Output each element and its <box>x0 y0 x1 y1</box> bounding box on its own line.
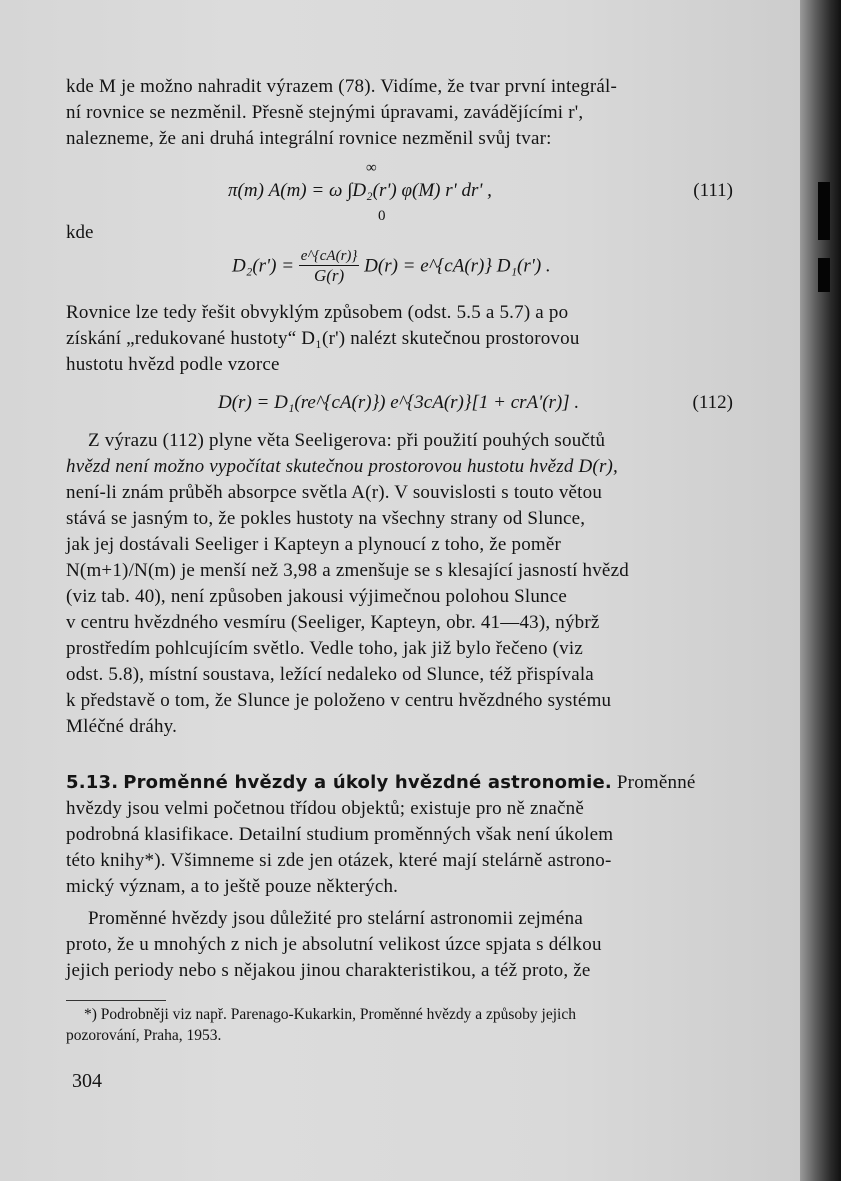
text-line: Z výrazu (112) plyne věta Seeligerova: při použití pouhých součtů <box>88 430 606 451</box>
kde-label: kde <box>66 222 94 243</box>
text-line: hvězdy jsou velmi početnou třídou objektů; existuje pro ně značně <box>66 798 584 819</box>
paragraph-5 <box>66 906 736 984</box>
fraction-numerator: e^{cA(r)} <box>300 248 358 264</box>
text-line: stává se jasným to, že pokles hustoty na všechny strany od Slunce, <box>66 508 586 529</box>
footnote <box>66 1004 736 1046</box>
footnote-line: *) Podrobněji viz např. Parenago-Kukarkin, Proměnné hvězdy a způsoby jejich <box>84 1006 576 1023</box>
text-line: této knihy*). Všimneme si zde jen otázek, které mají stelárně astrono- <box>66 850 612 871</box>
text-line: N(m+1)/N(m) je menší než 3,98 a zmenšuje se s klesající jasností hvězd <box>66 560 629 581</box>
section-number: 5.13. <box>66 772 119 793</box>
text-line: prostředím pohlcujícím světlo. Vedle toho, jak již bylo řečeno (viz <box>66 638 583 659</box>
text-line: podrobná klasifikace. Detailní studium proměnných však není úkolem <box>66 824 614 845</box>
equation-112: D(r) = D₁(re^{cA(r)}) e^{3cA(r)}[1 + crA'(r)] . <box>218 392 580 413</box>
text-line: nalezneme, že ani druhá integrální rovnice nezměnil svůj tvar: <box>66 128 552 149</box>
fraction-denominator: G(r) <box>313 266 345 285</box>
text-line: Mléčné dráhy. <box>66 716 178 737</box>
section-heading-line <box>66 770 736 796</box>
equation-d2 <box>232 248 551 286</box>
text-line: Rovnice lze tedy řešit obvyklým způsobem (odst. 5.5 a 5.7) a po <box>66 302 569 323</box>
paragraph-2 <box>66 300 736 378</box>
section-5-13 <box>66 770 736 900</box>
text-line: hustotu hvězd podle vzorce <box>66 354 280 375</box>
integral-upper-limit: ∞ <box>366 160 377 176</box>
text-line: ní rovnice se nezměnil. Přesně stejnými úpravami, zavádějícími r', <box>66 102 584 123</box>
spine-mark-upper <box>818 182 830 240</box>
section-first-line-rest: Proměnné <box>616 772 696 793</box>
equation-d2-rhs: D(r) = e^{cA(r)} D₁(r') . <box>364 255 551 277</box>
text-line: odst. 5.8), místní soustava, ležící nedaleko od Slunce, též přispívala <box>66 664 594 685</box>
equation-d2-lhs: D₂(r') = <box>232 255 295 277</box>
equation-111: π(m) A(m) = ω ∫D₂(r') φ(M) r' dr' , <box>228 180 492 201</box>
text-line: kde M je možno nahradit výrazem (78). Vidíme, že tvar první integrál- <box>66 76 617 97</box>
text-line: Proměnné hvězdy jsou důležité pro stelární astronomii zejména <box>88 908 583 929</box>
text-line: získání „redukované hustoty“ D₁(r') nalézt skutečnou prostorovou <box>66 328 580 349</box>
text-line: hvězd není možno vypočítat skutečnou prostorovou hustotu hvězd D(r), <box>66 456 619 477</box>
book-spine-shadow <box>800 0 841 1181</box>
footnote-line: pozorování, Praha, 1953. <box>66 1027 222 1044</box>
section-title: Proměnné hvězdy a úkoly hvězdné astronomie. <box>123 772 612 793</box>
text-line: mický význam, a to ještě pouze některých. <box>66 876 399 897</box>
equation-number-112: (112) <box>692 392 733 413</box>
text-line: není-li znám průběh absorpce světla A(r). V souvislosti s touto větou <box>66 482 603 503</box>
text-line: jejich periody nebo s nějakou jinou charakteristikou, a též proto, že <box>66 960 591 981</box>
text-line: k představě o tom, že Slunce je položeno v centru hvězdného systému <box>66 690 612 711</box>
text-line: v centru hvězdného vesmíru (Seeliger, Kapteyn, obr. 41—43), nýbrž <box>66 612 600 633</box>
equation-d2-fraction <box>299 248 360 286</box>
intro-paragraph <box>66 74 736 152</box>
footnote-divider <box>66 1000 166 1001</box>
spine-mark-lower <box>818 258 830 292</box>
integral-lower-limit: 0 <box>378 208 386 224</box>
page-number: 304 <box>72 1070 102 1092</box>
text-line: proto, že u mnohých z nich je absolutní velikost úzce spjata s délkou <box>66 934 602 955</box>
paragraph-3 <box>66 428 736 740</box>
text-line: jak jej dostávali Seeliger i Kapteyn a plynoucí z toho, že poměr <box>66 534 562 555</box>
equation-number-111: (111) <box>693 180 733 201</box>
text-line: (viz tab. 40), není způsoben jakousi výjimečnou polohou Slunce <box>66 586 568 607</box>
